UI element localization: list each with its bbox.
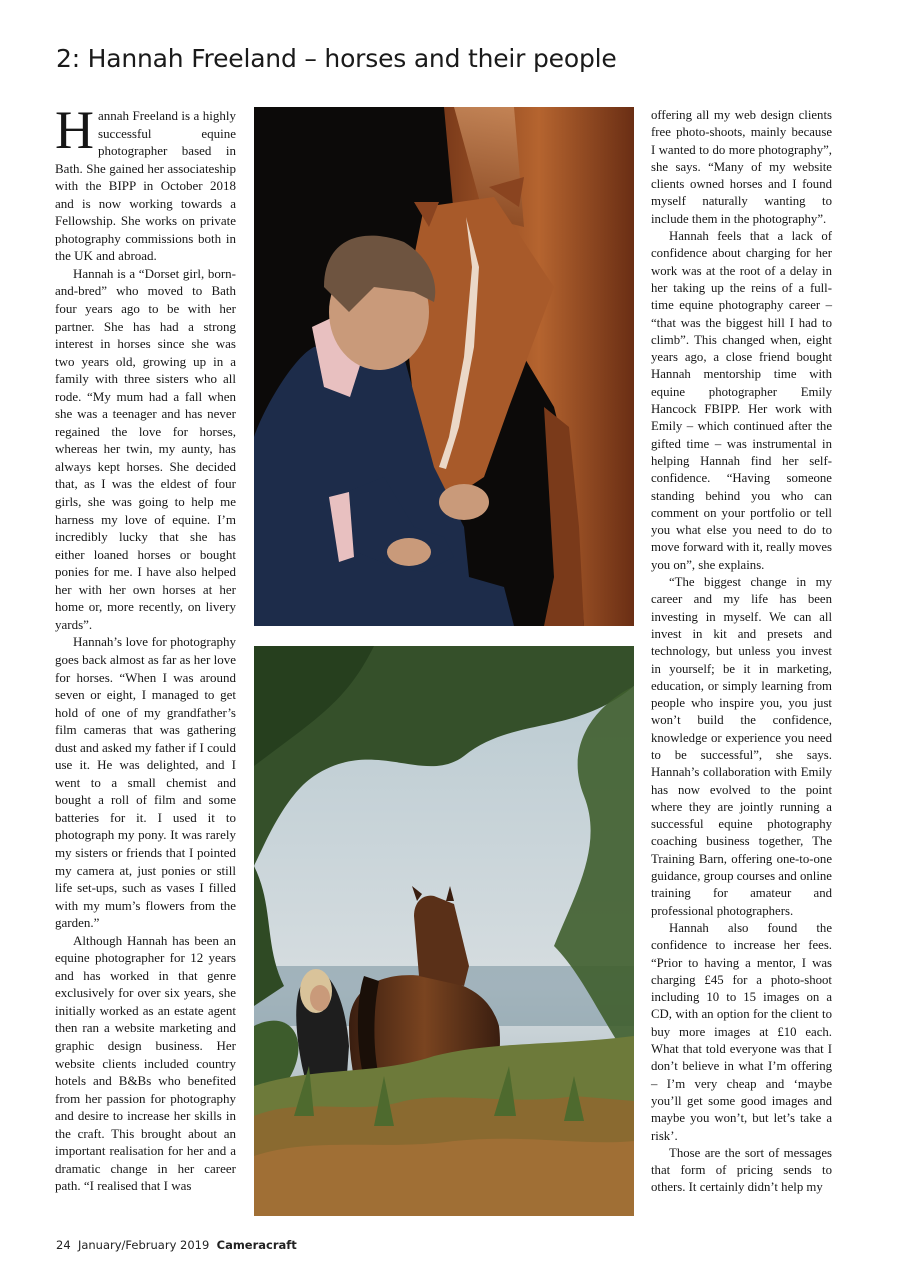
magazine-name: Cameracraft <box>216 1238 297 1252</box>
paragraph-7: “The biggest change in my career and my life has been investing in myself. We can all invest in kit and presets and technology, but unless you invest in yourself; be it in marketing, education, or simply learning from people who inspire you, you just won’t build the confidence, knowledge or experience you need to be successful”, she says. Hannah’s collaboration with Emily has now evolved to the point where they are jointly running a successful equine photography coaching business together, The Training Barn, offering one-to-one guidance, group courses and online training for amateur and professional photographers. <box>651 575 832 918</box>
photo-woman-with-horse-under-pines <box>254 646 634 1216</box>
article-title: 2: Hannah Freeland – horses and their people <box>56 44 617 73</box>
issue-date: January/February 2019 <box>77 1238 210 1252</box>
page-number: 24 <box>56 1238 71 1252</box>
paragraph-1 <box>55 100 236 265</box>
paragraph-6: Hannah feels that a lack of confidence about charging for her work was at the root of a delay in her taking up the reins of a full-time equine photography career – “that was the biggest hill I had to climb”. This changed when, eight years ago, a close friend bought Hannah mentorship time with equine photographer Emily Hancock FBIPP. Her work with Emily – which continued after the gifted time – was instrumental in helping Hannah find her self-confidence. “Having someone standing behind you who can comment on your portfolio or tell you what else you need to do to move forward with it, really moves you on”, she explains. <box>651 229 832 572</box>
page-footer <box>56 1238 297 1252</box>
paragraph-5: offering all my web design clients free photo-shoots, mainly because I wanted to do more photography”, she says. “Many of my website clients owned horses and I found myself naturally wanting to include them in the photography”. <box>651 108 832 226</box>
paragraph-9: Those are the sort of messages that form of pricing sends to others. It certainly didn’t help my <box>651 1145 832 1195</box>
paragraph-1-text: annah Freeland is a highly successful equine photographer based in Bath. She gained her associateship with the BIPP in October 2018 and is now working towards a Fellowship. She works on private photography commissions both in the UK and abroad. <box>55 108 236 264</box>
photo-man-with-chestnut-horse <box>254 107 634 626</box>
paragraph-2: Hannah is a “Dorset girl, born-and-bred” who moved to Bath four years ago to be with her partner. She has had a strong interest in horses since she was two years old, growing up in a family with three sisters who all rode. “My mum had a fall when she was a teenager and has never regained the love for horses, whereas her twin, my aunty, has always kept horses. She decided that, as I was the eldest of four girls, she was going to help me harness my love of equine. I’m incredibly lucky that she has either loaned horses or bought ponies for me. I have also helped her with her own horses at her home or, more recently, on livery yards”. <box>55 265 236 632</box>
left-text-column <box>55 100 236 1195</box>
paragraph-3: Hannah’s love for photography goes back almost as far as her love for horses. “When I was around seven or eight, I managed to get hold of one of my grandfather’s film cameras that was gathering dust and asked my father if I could use it. He was delighted, and I went to a small chemist and bought a roll of film and some batteries for it. I used it to photograph my pony. It was rarely my sisters or friends that I pointed my camera at, just ponies or still life set-ups, such as vases I filled with my mum’s flowers from the garden.” <box>55 634 236 931</box>
drop-cap: H <box>55 100 94 160</box>
right-text-column <box>651 107 832 1197</box>
paragraph-4: Although Hannah has been an equine photographer for 12 years and has worked in that genre exclusively for over six years, she initially worked as an estate agent then ran a website marketing and graphic design business. Her website clients included country hotels and B&Bs who benefited from her passion for photography and desire to increase her skills in the craft. This brought about an important realisation for her and a dramatic change in her career path. “I realised that I was <box>55 932 236 1194</box>
paragraph-8: Hannah also found the confidence to increase her fees. “Prior to having a mentor, I was charging £45 for a photo-shoot including 10 to 15 images on a CD, with an option for the client to buy more images at £10 each. What that told everyone was that I don’t believe in what I’m offering – I’m very cheap and ‘maybe you’ll get some good images and maybe you won’t, but let’s take a risk’. <box>651 920 832 1143</box>
